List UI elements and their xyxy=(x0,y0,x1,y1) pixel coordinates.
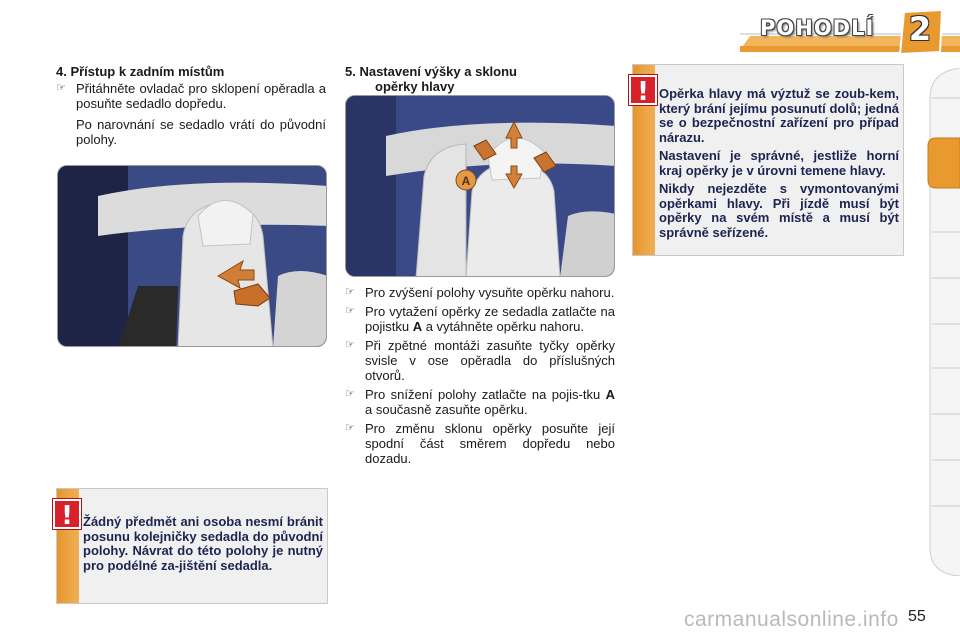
seat-rail-warning-box xyxy=(56,488,328,604)
label-a: A xyxy=(461,174,471,188)
warning-paragraph-2: Nastavení je správné, jestliže horní kraj opěrky je v úrovni temene hlavy. xyxy=(659,148,899,178)
section-4-bullet xyxy=(56,81,326,111)
section-4-title: 4. Přístup k zadním místům xyxy=(56,64,225,79)
pointing-hand-icon: ☞ xyxy=(345,305,355,317)
section-5-title-line1: 5. Nastavení výšky a sklonu xyxy=(345,64,517,79)
section-5-bullet-4 xyxy=(345,387,615,417)
bullet-4-text-post: a současně zasuňte opěrku. xyxy=(365,402,528,417)
headrest-warning-text xyxy=(659,87,899,244)
pointing-hand-icon: ☞ xyxy=(345,286,355,298)
section-5-bullet-3 xyxy=(345,338,615,383)
pointing-hand-icon: ☞ xyxy=(345,422,355,434)
headrest-adjustment-photo xyxy=(345,95,615,277)
chapter-tabs[interactable] xyxy=(926,68,960,576)
seat-access-photo xyxy=(57,165,327,347)
seat-rail-warning-text: Žádný předmět ani osoba nesmí bránit posunu kolejničky sedadla do původní polohy. Návrat do této polohy je nutný pro podélné za-jištění sedadla. xyxy=(83,514,323,573)
bullet-5-text: Pro změnu sklonu opěrky posuňte její spodní část směrem dopředu nebo dozadu. xyxy=(365,421,615,466)
section-4 xyxy=(56,64,326,147)
chapter-title: POHODLÍ xyxy=(760,16,875,40)
headrest-warning-box xyxy=(632,64,904,256)
section-5-bullets xyxy=(345,285,615,466)
section-5-bullet-1 xyxy=(345,285,615,300)
chapter-number: 2 xyxy=(908,10,932,48)
pointing-hand-icon: ☞ xyxy=(56,82,66,94)
bullet-2-text-pre: Pro vytažení opěrky ze sedadla zatlačte na pojistku xyxy=(365,304,615,334)
warning-paragraph-1: Opěrka hlavy má výztuž se zoub-kem, který brání jejímu posunutí dolů; jedná se o bezpečnostní zařízení pro případ nárazu. xyxy=(659,86,899,145)
bullet-1-text: Pro zvýšení polohy vysuňte opěrku nahoru. xyxy=(365,285,615,300)
page-number: 55 xyxy=(908,608,926,625)
watermark: carmanualsonline.info xyxy=(684,608,899,631)
bullet-4-bold: A xyxy=(605,387,615,402)
pointing-hand-icon: ☞ xyxy=(345,388,355,400)
bullet-3-text: Při zpětné montáži zasuňte tyčky opěrky svisle v ose opěradla do příslušných otvorů. xyxy=(365,338,615,383)
section-5-bullet-2 xyxy=(345,304,615,334)
bullet-2-bold: A xyxy=(412,319,423,334)
pointing-hand-icon: ☞ xyxy=(345,339,355,351)
section-5-bullet-5 xyxy=(345,421,615,466)
section-4-paragraph: Po narovnání se sedadlo vrátí do původní polohy. xyxy=(76,117,326,147)
warning-exclamation-icon: ! xyxy=(53,499,81,529)
section-5-title-line2: opěrky hlavy xyxy=(375,79,455,94)
warning-paragraph-3: Nikdy nejezděte s vymontovanými opěrkami hlavy. Při jízdě musí být opěrky na svém místě a musí být správně seřízené. xyxy=(659,181,899,240)
warning-exclamation-icon: ! xyxy=(629,75,657,105)
section-4-bullet-text: Přitáhněte ovladač pro sklopení opěradla a posuňte sedadlo dopředu. xyxy=(76,81,326,111)
bullet-4-text-pre: Pro snížení polohy zatlačte na pojis-tku xyxy=(365,387,606,402)
section-5-header xyxy=(345,64,615,94)
bullet-2-text-post: a vytáhněte opěrku nahoru. xyxy=(422,319,584,334)
